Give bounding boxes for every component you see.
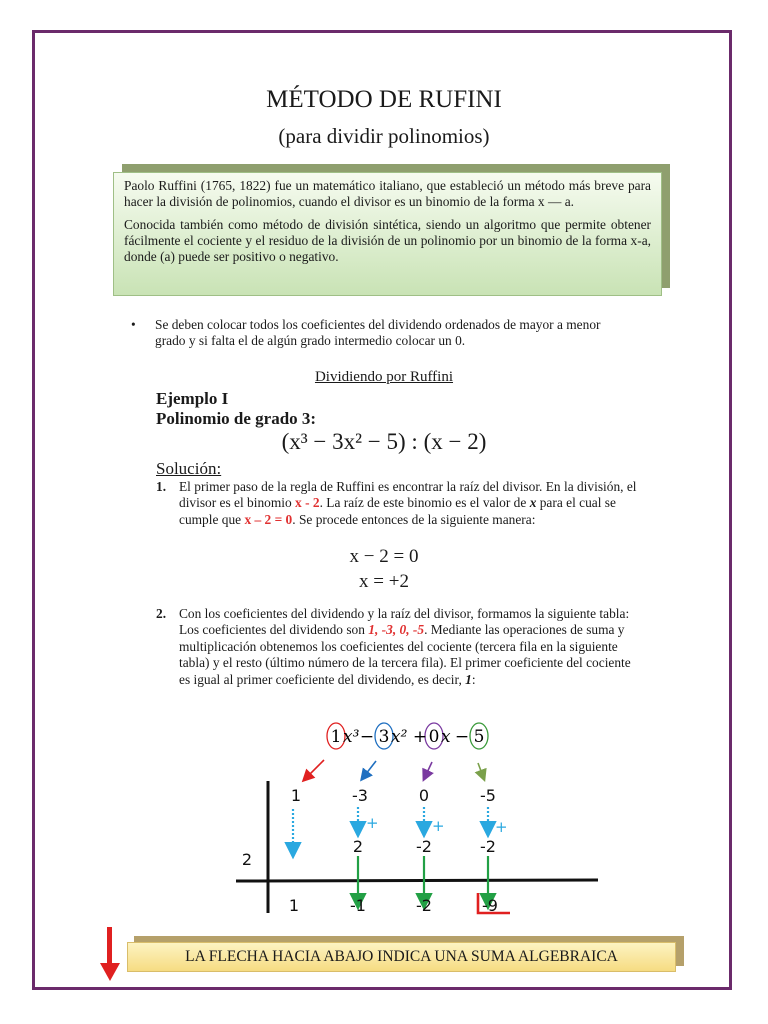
step-1-text-d: . Se procede entonces de la siguiente manera:	[292, 511, 536, 527]
row3-cell-4: -9	[482, 896, 498, 915]
step-2-text	[179, 606, 641, 688]
table-horizontal-line	[236, 880, 598, 881]
example-title: Ejemplo I	[156, 389, 229, 408]
step-1-text-a: El primer paso de la regla de Ruffini es encontrar la raíz del divisor. En la división, el divisor es el binomio	[179, 479, 637, 511]
poly-sign-2: +	[412, 727, 428, 747]
bullet-icon: •	[131, 317, 136, 332]
info-banner: LA FLECHA HACIA ABAJO INDICA UNA SUMA ALGEBRAICA	[127, 942, 676, 972]
poly-var-2: x²	[391, 727, 408, 747]
step-1-text-b: . La raíz de este binomio es el valor de	[319, 495, 530, 511]
step-1-highlight-b: x – 2 = 0	[244, 511, 293, 527]
equation-2: x = +2	[359, 571, 409, 592]
row1-cell-2: -3	[352, 786, 368, 805]
poly-coef-1: 1	[330, 727, 342, 747]
row2-cell-3: -2	[416, 837, 432, 856]
row2-cell-4: -2	[480, 837, 496, 856]
row1-cell-4: -5	[480, 786, 496, 805]
step-2-number: 2.	[156, 606, 167, 621]
ruffini-diagram	[0, 715, 768, 925]
intro-paragraph-1: Paolo Ruffini (1765, 1822) fue un matemático italiano, que estableció un método más breve para hacer la división de polinomios, cuando el divisor es un binomio de la forma x — a.	[124, 178, 651, 209]
equation-1: x − 2 = 0	[349, 546, 419, 567]
arrow-green-icon	[478, 763, 484, 779]
intro-paragraph-2: Conocida también como método de división sintética, siendo un algoritmo que permite obtener fácilmente el cociente y el residuo de la división de un polinomio por un binomio de la forma x-a, donde (a) puede ser positivo o negativo.	[124, 217, 651, 264]
row3-cell-3: -2	[416, 896, 432, 915]
bullet-text: Se deben colocar todos los coeficientes del dividendo ordenados de mayor a menor grado y si falta el de algún grado intermedio colocar un 0.	[155, 317, 601, 348]
intro-box	[113, 172, 662, 296]
example-subtitle: Polinomio de grado 3:	[156, 409, 317, 428]
root-value: 2	[241, 850, 253, 869]
plus-sign-3: +	[495, 818, 508, 836]
arrow-blue-icon	[362, 761, 376, 779]
row3-cell-2: -1	[350, 896, 366, 915]
poly-coef-4: 5	[473, 727, 485, 747]
poly-coef-2: 3	[378, 727, 390, 747]
down-arrow-icon	[98, 925, 122, 985]
step-1-var-x: x	[529, 495, 537, 511]
step-2-highlight: 1, -3, 0, -5	[368, 622, 425, 638]
poly-sign-1: −	[359, 727, 375, 747]
row2-cell-2: 2	[352, 837, 364, 856]
poly-coef-3: 0	[428, 727, 440, 747]
step-2-first-coef: 1	[465, 671, 472, 687]
row1-cell-1: 1	[290, 786, 302, 805]
poly-var-3: x	[441, 727, 451, 747]
step-1-highlight-a: x - 2	[295, 495, 320, 511]
step-2-text-b: . Mediante las operaciones de suma y multiplicación obtenemos los coeficientes del cociente (tercera fila en la siguiente tabla) y el resto (último número de la tercera fila). El primer coeficiente del cociente es igual al primer coeficiente del dividendo, es decir,	[179, 622, 631, 687]
page-subtitle: (para dividir polinomios)	[278, 124, 490, 148]
poly-var-1: x³	[343, 727, 360, 747]
plus-sign-1: +	[366, 814, 379, 832]
row3-cell-1: 1	[288, 896, 300, 915]
page-title: MÉTODO DE RUFINI	[266, 86, 502, 113]
step-1-number: 1.	[156, 479, 167, 494]
example-expression: (x³ − 3x² − 5) : (x − 2)	[281, 429, 487, 454]
plus-sign-2: +	[432, 817, 445, 835]
row1-cell-3: 0	[418, 786, 430, 805]
step-1-text	[179, 479, 641, 528]
poly-sign-3: −	[454, 727, 470, 747]
step-1-text-c: para el cual se cumple que	[179, 495, 616, 527]
step-2-text-c: :	[471, 671, 476, 687]
arrow-red-icon	[304, 760, 324, 780]
arrow-purple-icon	[424, 762, 432, 779]
section-title: Dividiendo por Ruffini	[314, 369, 454, 385]
solution-label: Solución:	[156, 459, 222, 478]
step-2-text-a: Con los coeficientes del dividendo y la raíz del divisor, formamos la siguiente tabla: Los coeficientes del dividendo son	[179, 606, 630, 638]
polynomial-expression	[327, 723, 488, 749]
